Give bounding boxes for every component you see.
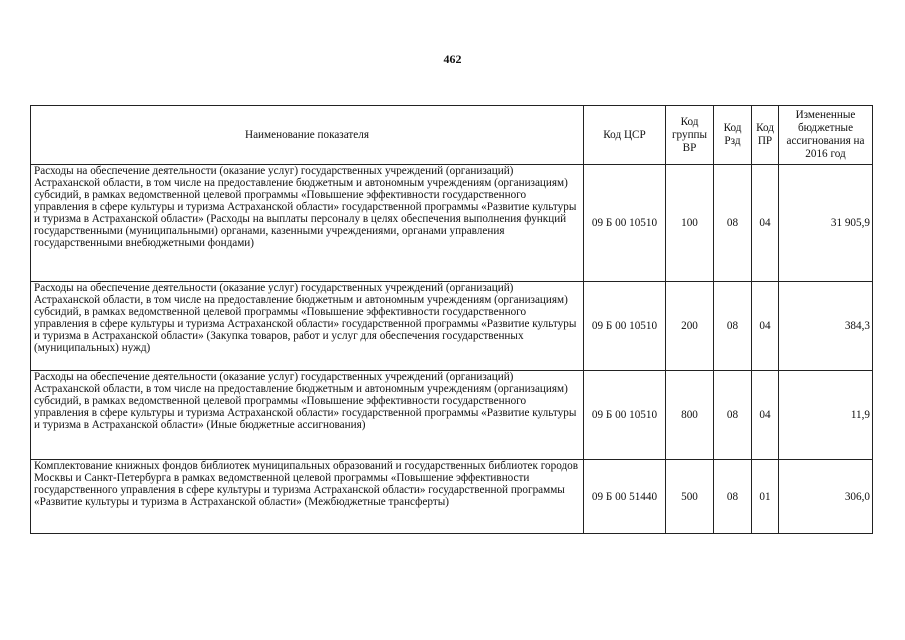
table-header-row xyxy=(31,106,873,165)
row-name: Расходы на обеспечение деятельности (оказание услуг) государственных учреждений (организаций) Астраханской области, в том числе на предоставление бюджетным и автономным учреждениям (организациям) субсидий, в рамках ведомственной целевой программы «Повышение эффективности государственного управления в сфере культуры и туризма Астраханской области» государственной программы «Развитие культуры и туризма в Астраханской области» (Закупка товаров, работ и услуг для обеспечения государственных (муниципальных) нужд) xyxy=(31,282,584,371)
row-pr: 04 xyxy=(752,165,779,282)
row-rzd: 08 xyxy=(714,165,752,282)
row-name: Комплектование книжных фондов библиотек муниципальных образований и государственных библиотек городов Москвы и Санкт-Петербурга в рамках ведомственной целевой программы «Повышение эффективности государственного управления в сфере культуры и туризма Астраханской области» государственной программы «Развитие культуры и туризма в Астраханской области» (Межбюджетные трансферты) xyxy=(31,460,584,534)
row-vr: 800 xyxy=(666,371,714,460)
row-rzd: 08 xyxy=(714,371,752,460)
row-vr: 200 xyxy=(666,282,714,371)
row-pr: 01 xyxy=(752,460,779,534)
row-amount: 31 905,9 xyxy=(779,165,873,282)
budget-table xyxy=(30,105,873,534)
row-csr: 09 Б 00 10510 xyxy=(584,371,666,460)
table-row xyxy=(31,165,873,282)
row-name: Расходы на обеспечение деятельности (оказание услуг) государственных учреждений (организаций) Астраханской области, в том числе на предоставление бюджетным и автономным учреждениям (организациям) субсидий, в рамках ведомственной целевой программы «Повышение эффективности государственного управления в сфере культуры и туризма Астраханской области» государственной программы «Развитие культуры и туризма в Астраханской области» (Расходы на выплаты персоналу в целях обеспечения выполнения функций государственными (муниципальными) органами, казенными учреждениями, органами управления государственными внебюджетными фондами) xyxy=(31,165,584,282)
row-amount: 11,9 xyxy=(779,371,873,460)
header-csr: Код ЦСР xyxy=(584,106,666,165)
row-vr: 500 xyxy=(666,460,714,534)
row-vr: 100 xyxy=(666,165,714,282)
row-pr: 04 xyxy=(752,371,779,460)
row-rzd: 08 xyxy=(714,282,752,371)
row-csr: 09 Б 00 10510 xyxy=(584,165,666,282)
row-csr: 09 Б 00 51440 xyxy=(584,460,666,534)
row-amount: 306,0 xyxy=(779,460,873,534)
table-row xyxy=(31,460,873,534)
page-number: 462 xyxy=(443,52,462,66)
header-rzd: Код Рзд xyxy=(714,106,752,165)
header-name: Наименование показателя xyxy=(31,106,584,165)
row-rzd: 08 xyxy=(714,460,752,534)
row-name: Расходы на обеспечение деятельности (оказание услуг) государственных учреждений (организаций) Астраханской области, в том числе на предоставление бюджетным и автономным учреждениям (организациям) субсидий, в рамках ведомственной целевой программы «Повышение эффективности государственного управления в сфере культуры и туризма Астраханской области» государственной программы «Развитие культуры и туризма в Астраханской области» (Иные бюджетные ассигнования) xyxy=(31,371,584,460)
header-vr: Код группы ВР xyxy=(666,106,714,165)
table-row xyxy=(31,371,873,460)
row-csr: 09 Б 00 10510 xyxy=(584,282,666,371)
header-amount: Измененные бюджетные ассигнования на 2016 год xyxy=(779,106,873,165)
row-pr: 04 xyxy=(752,282,779,371)
row-amount: 384,3 xyxy=(779,282,873,371)
header-pr: Код ПР xyxy=(752,106,779,165)
table-row xyxy=(31,282,873,371)
